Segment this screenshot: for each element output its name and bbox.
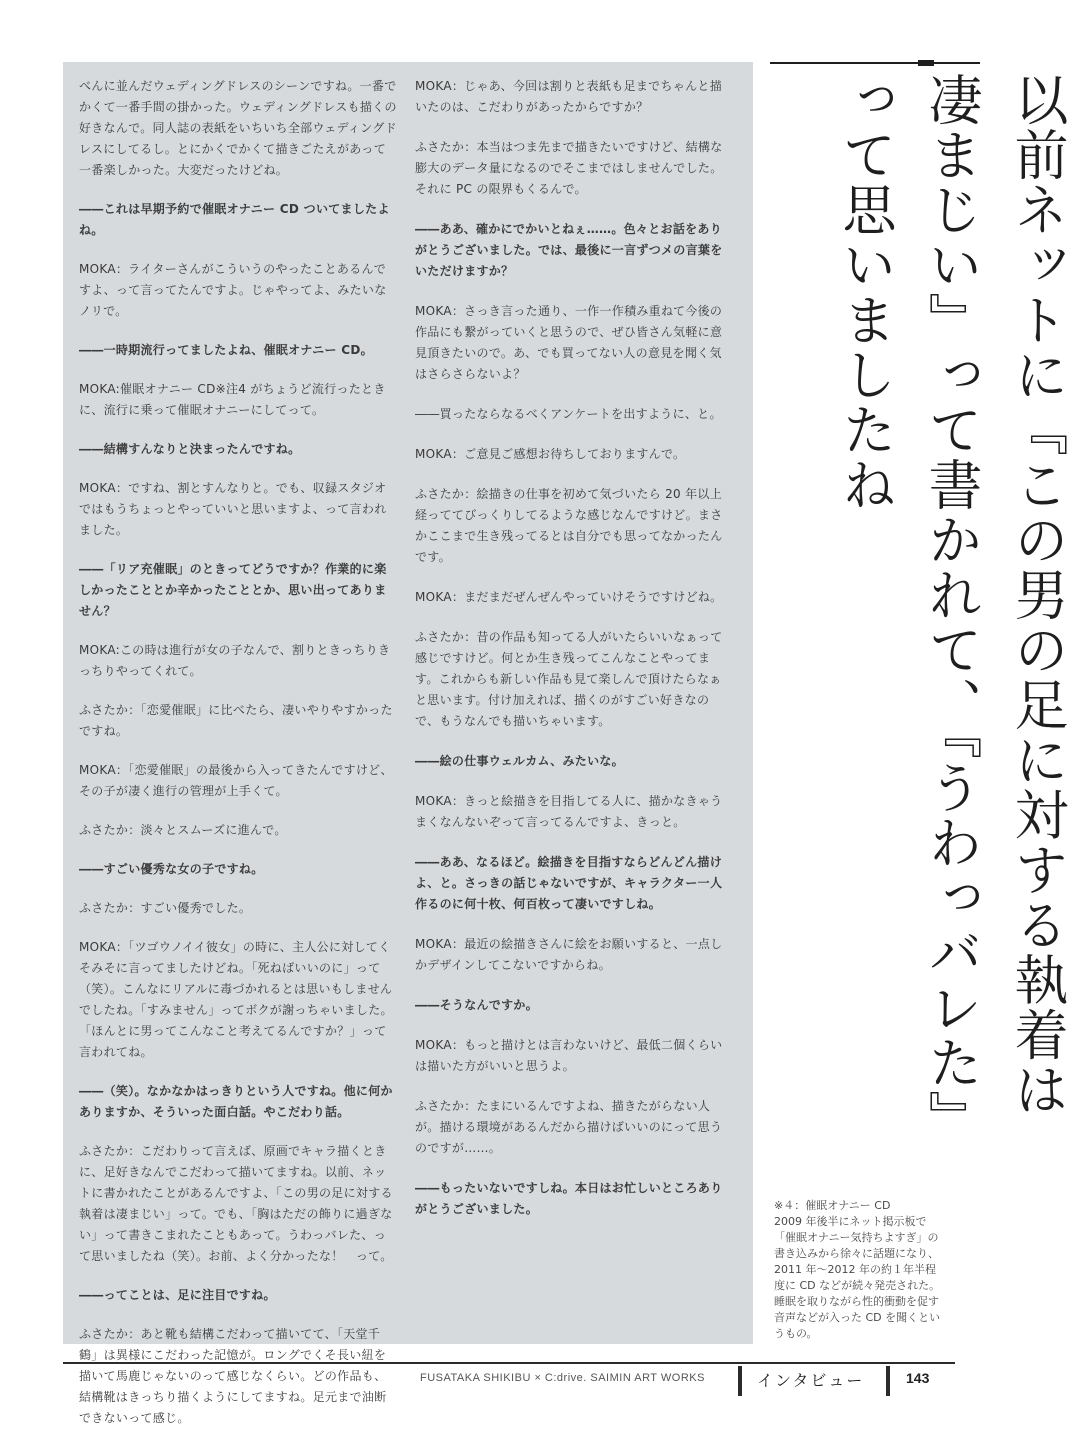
interviewer-question: ――一時期流行ってましたよね、催眠オナニー CD。 <box>79 343 373 357</box>
interview-answer: MOKA:この時は進行が女の子なんで、割りときっちりきっちりやってくれて。 <box>79 643 391 678</box>
interviewer-question: ――もったいないですしね。本日はお忙しいところありがとうございました。 <box>415 1181 723 1216</box>
interview-answer: MOKA:催眠オナニー CD※注4 がちょうど流行ったときに、流行に乗って催眠オナニーにしてって。 <box>79 382 386 417</box>
interview-answer: ふさたか：あと靴も結構こだわって描いてて、「天堂千鶴」は異様にこだわった記憶が。ロングでくそ長い紐を描いて馬鹿じゃないのって感じなくらい。どの作品も、結構靴はきっちり描くようにしてますね。足元まで油断できないって感じ。 <box>79 1327 387 1425</box>
interviewer-question: ――「リア充催眠」のときってどうですか？作業的に楽しかったこととか辛かったこととか、思い出ってありません？ <box>79 562 387 618</box>
interviewer-question: ――（笑）。なかなかはっきりという人ですね。他に何かありますか、そういった面白話。やこだわり話。 <box>79 1084 393 1119</box>
interviewer-question: ――ってことは、足に注目ですね。 <box>79 1288 276 1302</box>
footer-divider <box>738 1366 742 1396</box>
interview-answer: ふさたか：「恋愛催眠」に比べたら、凄いやりやすかったですね。 <box>79 703 393 738</box>
interview-answer: MOKA：もっと描けとは言わないけど、最低二個くらいは描いた方がいいと思うよ。 <box>415 1038 723 1073</box>
interviewer-question: ――ああ、確かにでかいとねぇ……。色々とお話をありがとうございました。では、最後に一言ずつメの言葉をいただけますか？ <box>415 222 723 278</box>
footer-rule <box>63 1362 955 1364</box>
interview-answer: MOKA：さっき言った通り、一作一作積み重ねて今後の作品にも繋がっていくと思うので、ぜひ皆さん気軽に意見頂きたいので。あ、でも買ってない人の意見を聞く気はさらさらないよ？ <box>415 304 723 381</box>
footnote <box>774 1198 944 1342</box>
interview-answer: MOKA：「ツゴウノイイ彼女」の時に、主人公に対してくそみそに言ってましたけどね。「死ねばいいのに」って（笑）。こんなにリアルに毒づかれるとは思いもしませんでしたね。「すみません」ってボクが謝っちゃいました。「ほんとに男ってこんなこと考えてるんですか？」って言われてね。 <box>79 940 393 1059</box>
interviewer-question: ――これは早期予約で催眠オナニー CD ついてましたよね。 <box>79 202 390 237</box>
interviewer-question: ――絵の仕事ウェルカム、みたいな。 <box>415 754 624 768</box>
page-number: 143 <box>906 1370 930 1386</box>
interview-answer: MOKA：まだまだぜんぜんやっていけそうですけどね。 <box>415 590 723 604</box>
left-column <box>79 76 397 1447</box>
interview-answer: MOKA：最近の絵描きさんに絵をお願いすると、一点しかデザインしてこないですからね。 <box>415 937 723 972</box>
interview-answer: MOKA：きっと絵描きを目指してる人に、描かなきゃうまくなんないぞって言ってるんですよ、きっと。 <box>415 794 723 829</box>
interview-answer: MOKA：「恋愛催眠」の最後から入ってきたんですけど、その子が凄く進行の管理が上手くて。 <box>79 763 393 798</box>
interview-answer: ふさたか：昔の作品も知ってる人がいたらいいなぁって感じですけど。何とか生き残ってこんなことやってます。これからも新しい作品も見て楽しんで頂けたらなぁと思います。付け加えれば、描くのがすごい好きなので、もうなんでも描いちゃいます。 <box>415 630 723 728</box>
interview-answer: ふさたか：本当はつま先まで描きたいですけど、結構な膨大のデータ量になるのでそこまではしませんでした。それに PC の限界もくるんで。 <box>415 140 723 196</box>
interviewer-question: ――結構すんなりと決まったんですね。 <box>79 442 301 456</box>
interviewer-question: ――ああ、なるほど。絵描きを目指すならどんどん描けよ、と。さっきの話じゃないですが、キャラクター一人作るのに何十枚、何百枚って凄いですしね。 <box>415 855 723 911</box>
interview-answer: ふさたか：すごい優秀でした。 <box>79 901 252 915</box>
right-column <box>415 76 733 1239</box>
interview-answer: MOKA：じゃあ、今回は割りと表紙も足までちゃんと描いたのは、こだわりがあったからですか？ <box>415 79 722 114</box>
section-title: インタビュー <box>757 1371 865 1390</box>
interview-answer: ふさたか：こだわりって言えば、原画でキャラ描くときに、足好きなんでこだわって描いてますね。以前、ネットに書かれたことがあるんですよ、「この男の足に対する執着は凄まじい」って。でも、「胸はただの飾りに過ぎない」って書きこまれたこともあって。うわっバレた、って思いましたね（笑）。お前、よく分かったな！ って。 <box>79 1144 393 1263</box>
footer-divider <box>886 1366 890 1396</box>
interview-answer: MOKA：ご意見ご感想お待ちしておりますんで。 <box>415 447 686 461</box>
quote-bracket-mark <box>918 60 934 66</box>
headline-frame <box>770 62 980 64</box>
interview-answer: ――買ったならなるべくアンケートを出すように、と。 <box>415 407 722 421</box>
footer-credit: FUSATAKA SHIKIBU × C:drive. SAIMIN ART WORKS <box>420 1372 705 1384</box>
page-footer <box>0 1362 1000 1392</box>
interview-answer: べんに並んだウェディングドレスのシーンですね。一番でかくて一番手間の掛かった。ウェディングドレスも描くの好きなんで。同人誌の表紙をいちいち全部ウェディングドレスにしてるし。とにかくでかくて描きごたえがあって一番楽しかった。大変だったけどね。 <box>79 79 397 177</box>
interview-answer: ふさたか：淡々とスムーズに進んで。 <box>79 823 287 837</box>
interviewer-question: ――そうなんですか。 <box>415 998 539 1012</box>
footnote-title: ※４：催眠オナニー CD <box>774 1199 891 1212</box>
interview-answer: MOKA：ライターさんがこういうのやったことあるんですよ、って言ってたんですよ。じゃやってよ、みたいなノリで。 <box>79 262 387 318</box>
interview-answer: MOKA：ですね、割とすんなりと。でも、収録スタジオではもうちょっとやっていいと思いますよ、って言われました。 <box>79 481 387 537</box>
interview-answer: ふさたか：絵描きの仕事を初めて気づいたら 20 年以上経っててびっくりしてるような感じなんですけど。まさかここまで生き残ってるとは自分でも思ってなかったんです。 <box>415 487 723 564</box>
footnote-body: 2009 年後半にネット掲示板で「催眠オナニー気持ちよすぎ」の書き込みから徐々に話題になり、2011 年～2012 年の約１年半程度に CD などが続々発売された。睡眠を取りながら性的衝動を促す音声などが入った CD を聞くというもの。 <box>774 1215 941 1340</box>
pull-quote-headline: 以前ネットに『この男の足に対する執着は凄まじい』って書かれて、『うわっバレた』って思いましたね <box>834 72 1069 1118</box>
interview-answer: ふさたか：たまにいるんですよね、描きたがらない人が。描ける環境があるんだから描けばいいのにって思うのですが……。 <box>415 1099 723 1155</box>
interviewer-question: ――すごい優秀な女の子ですね。 <box>79 862 264 876</box>
